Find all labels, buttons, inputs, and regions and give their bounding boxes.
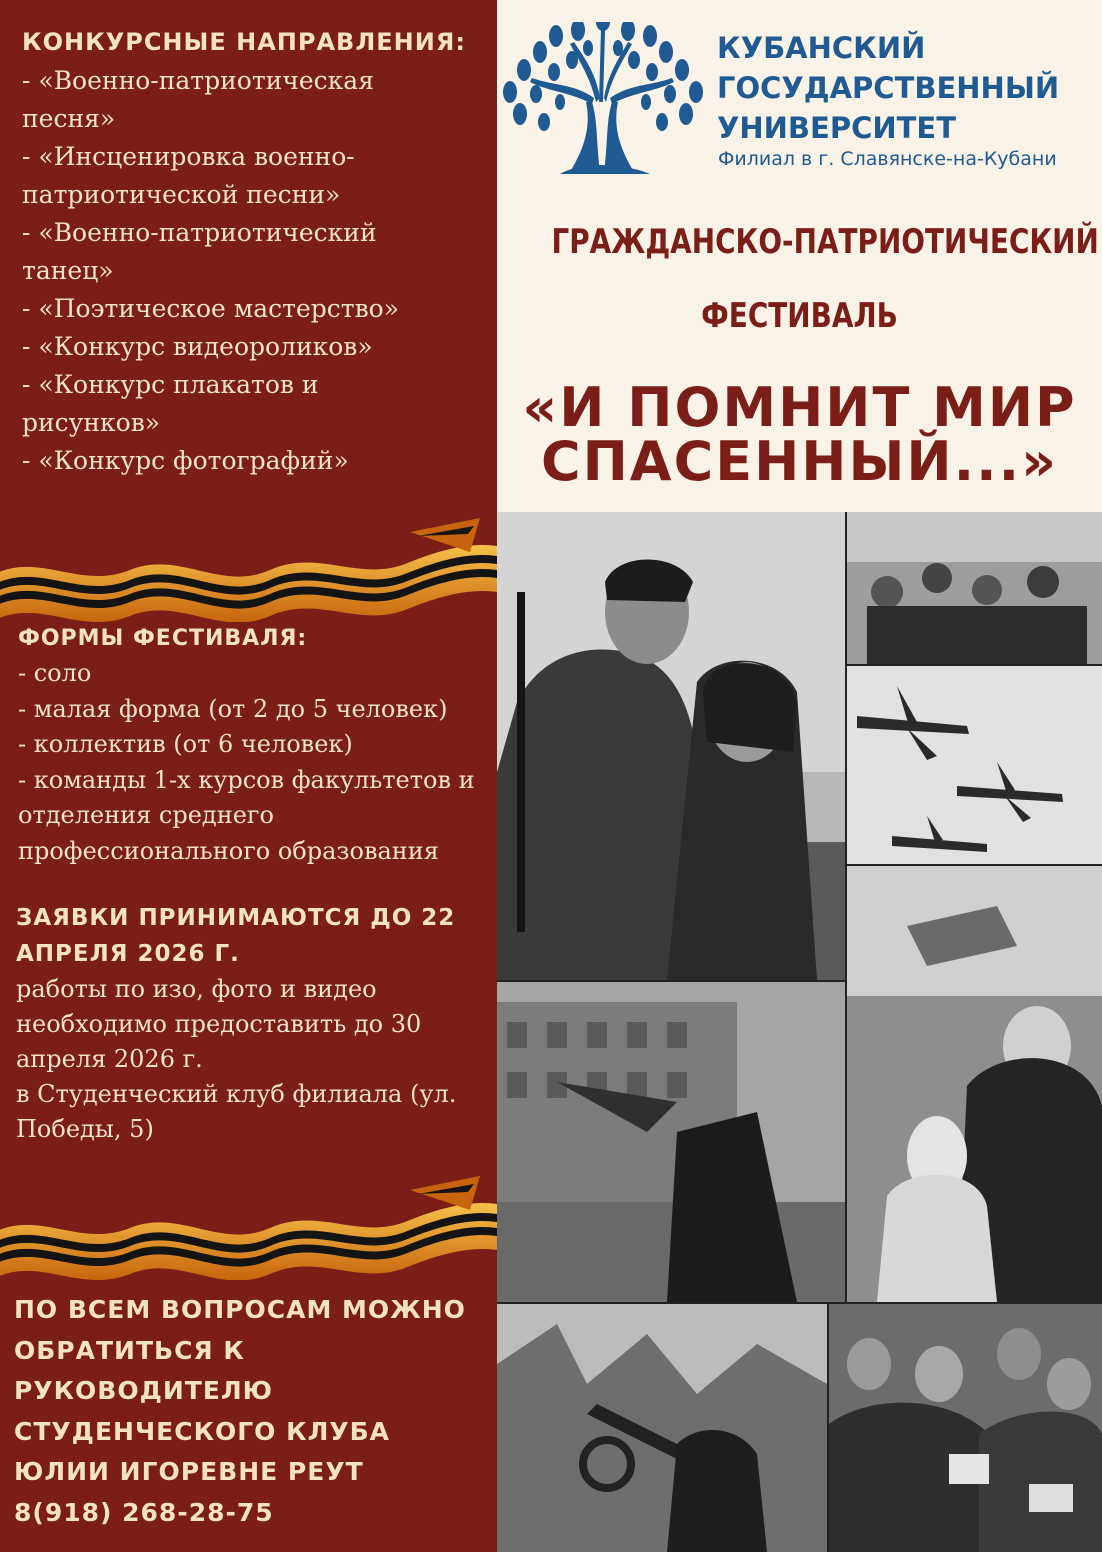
forms-heading: ФОРМЫ ФЕСТИВАЛЯ: (18, 626, 308, 651)
direction-line: - «Конкурс фотографий» (22, 446, 349, 475)
direction-line: - «Военно-патриотическая (22, 66, 374, 95)
left-panel (0, 0, 497, 1552)
deadline-line: Победы, 5) (16, 1115, 154, 1143)
form-line: - соло (18, 659, 92, 687)
contact-line: ПО ВСЕМ ВОПРОСАМ МОЖНО (14, 1295, 466, 1324)
deadline-heading: АПРЕЛЯ 2026 Г. (16, 941, 240, 967)
university-branch: Филиал в г. Славянске-на-Кубани (718, 148, 1057, 170)
direction-line: песня» (22, 104, 116, 133)
deadline-section (16, 900, 491, 1147)
photo-refugees (847, 866, 1102, 1302)
contact-line: ОБРАТИТЬСЯ К (14, 1335, 245, 1365)
contact-line: СТУДЕНЧЕСКОГО КЛУБА (14, 1416, 391, 1446)
photo-soldier-embrace (497, 512, 845, 980)
photo-soldiers-letters (829, 1304, 1102, 1552)
directions-section (22, 26, 492, 480)
deadline-line: работы по изо, фото и видео (16, 975, 377, 1003)
photo-celebration (847, 512, 1102, 664)
form-line: профессионального образования (18, 836, 439, 865)
direction-line: - «Конкурс видеороликов» (22, 332, 373, 361)
form-line: - коллектив (от 6 человек) (18, 730, 353, 758)
tree-logo-icon (500, 22, 710, 182)
direction-line: танец» (22, 256, 114, 285)
direction-line: - «Инсценировка военно- (22, 142, 355, 171)
form-line: отделения среднего (18, 801, 274, 829)
photo-victory-flag (497, 982, 845, 1302)
st-george-ribbon (0, 1170, 497, 1280)
direction-line: - «Поэтическое мастерство» (22, 294, 400, 323)
form-line: - малая форма (от 2 до 5 человек) (18, 694, 448, 723)
festival-type-line: ГРАЖДАНСКО-ПАТРИОТИЧЕСКИЙ (551, 222, 1099, 262)
direction-line: рисунков» (22, 408, 161, 437)
university-name-line: ГОСУДАРСТВЕННЫЙ (717, 71, 1060, 105)
deadline-heading: ЗАЯВКИ ПРИНИМАЮТСЯ ДО 22 (16, 905, 456, 931)
deadline-line: апреля 2026 г. (16, 1045, 203, 1073)
photo-planes (847, 666, 1102, 864)
direction-line: - «Военно-патриотический (22, 218, 377, 247)
contact-phone: 8(918) 268-28-75 (14, 1497, 274, 1527)
university-name-line: УНИВЕРСИТЕТ (717, 111, 956, 145)
contact-line: ЮЛИИ ИГОРЕВНЕ РЕУТ (14, 1457, 364, 1486)
forms-section (18, 622, 493, 869)
contact-line: РУКОВОДИТЕЛЮ (14, 1376, 274, 1405)
direction-line: патриотической песни» (22, 180, 341, 209)
direction-line: - «Конкурс плакатов и (22, 370, 319, 399)
st-george-ribbon (0, 512, 497, 622)
deadline-line: в Студенческий клуб филиала (ул. (16, 1080, 457, 1108)
photo-battle (497, 1304, 827, 1552)
festival-type-line: ФЕСТИВАЛЬ (701, 296, 898, 336)
contact-section (14, 1290, 489, 1533)
form-line: - команды 1-х курсов факультетов и (18, 765, 475, 794)
festival-title-line: «И ПОМНИТ МИР (522, 376, 1077, 439)
photo-collage (497, 512, 1102, 1552)
deadline-line: необходимо предоставить до 30 (16, 1010, 422, 1038)
festival-title-line: СПАСЕННЫЙ...» (540, 430, 1059, 493)
university-name-line: КУБАНСКИЙ (717, 31, 926, 65)
directions-heading: КОНКУРСНЫЕ НАПРАВЛЕНИЯ: (22, 28, 466, 56)
